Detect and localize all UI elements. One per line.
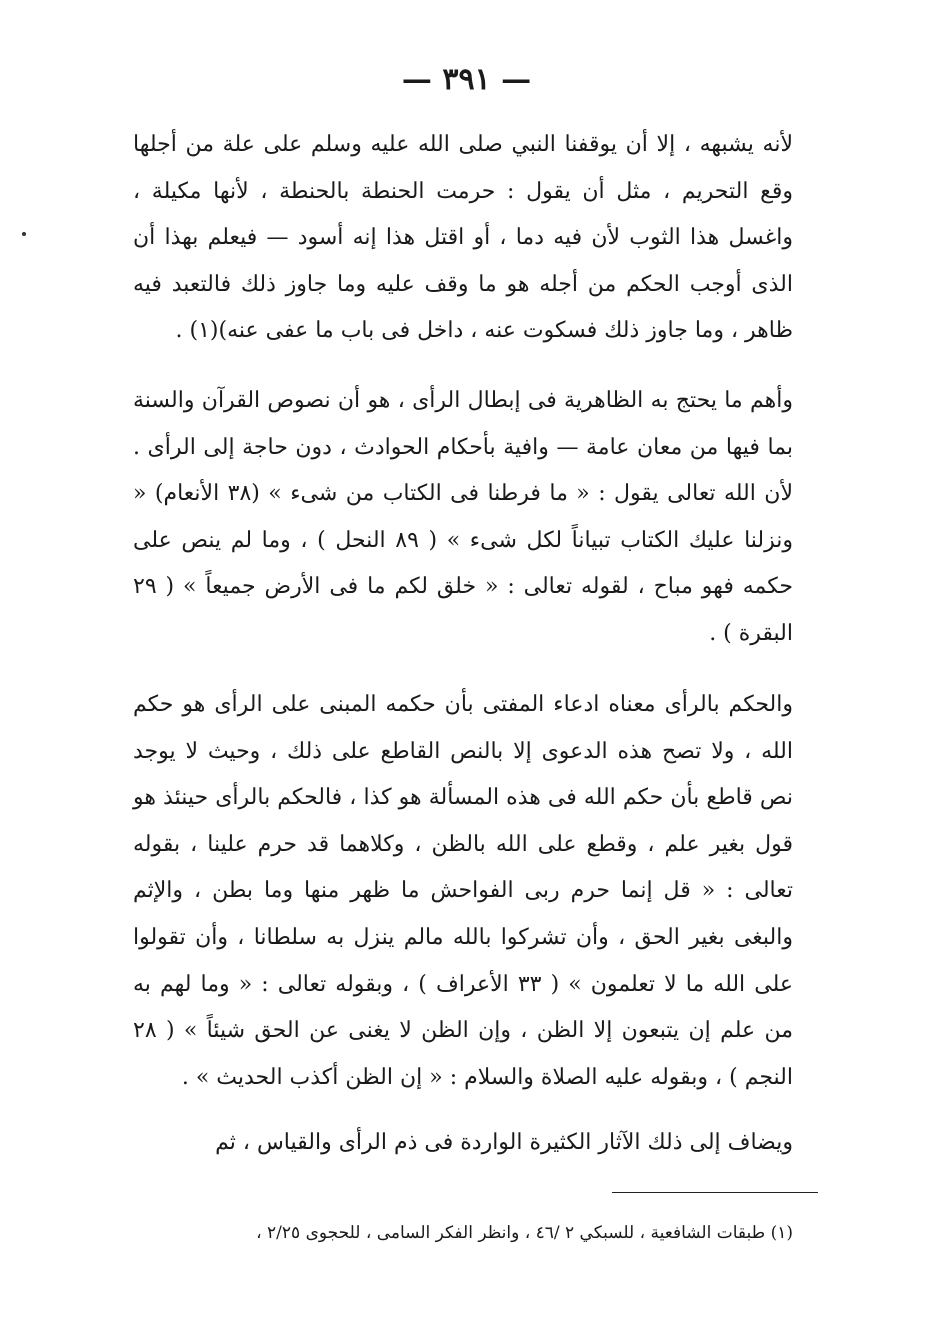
footnote: (١) طبقات الشافعية ، للسبكي ٢ /٤٦ ، وانظر الفكر السامى ، للحجوى ٢/٢٥ ، (256, 1223, 793, 1243)
paragraph-1: لأنه يشبهه ، إلا أن يوقفنا النبي صلى الله عليه وسلم على علة من أجلها وقع التحريم ، مثل أن يقول : حرمت الحنطة بالحنطة ، لأنها مكيلة ، واغسل هذا الثوب لأن فيه دما ، أو اقتل هذا إنه أسود — فيعلم بهذا أن الذى أوجب الحكم من أجله هو ما وقف عليه وما جاوز ذلك فالتعبد فيه ظاهر ، وما جاوز ذلك فسكوت عنه ، داخل فى باب ما عفى عنه)(١) . (133, 132, 793, 344)
footnote-separator (612, 1192, 818, 1193)
paragraph-3: والحكم بالرأى معناه ادعاء المفتى بأن حكمه المبنى على الرأى هو حكم الله ، ولا تصح هذه الدعوى إلا بالنص القاطع على ذلك ، وحيث لا يوجد نص قاطع بأن حكم الله فى هذه المسألة هو كذا ، فالحكم بالرأى حينئذ هو قول بغير علم ، وقطع على الله بالظن ، وكلاهما قد حرم علينا ، بقوله تعالى : « قل إنما حرم ربى الفواحش ما ظهر منها وما بطن ، والإثم والبغى بغير الحق ، وأن تشركوا بالله مالم ينزل به سلطانا ، وأن تقولوا على الله ما لا تعلمون » ( ٣٣ الأعراف ) ، وبقوله تعالى : « وما لهم به من علم إن يتبعون إلا الظن ، وإن الظن لا يغنى عن الحق شيئاً » ( ٢٨ النجم ) ، وبقوله عليه الصلاة والسلام : « إن الظن أكذب الحديث » . (133, 692, 793, 1090)
paragraph-2: وأهم ما يحتج به الظاهرية فى إبطال الرأى ، هو أن نصوص القرآن والسنة بما فيها من معان عامة — وافية بأحكام الحوادث ، دون حاجة إلى الرأى . لأن الله تعالى يقول : « ما فرطنا فى الكتاب من شىء » (٣٨ الأنعام) « ونزلنا عليك الكتاب تبياناً لكل شىء » ( ٨٩ النحل ) ، وما لم ينص على حكمه فهو مباح ، لقوله تعالى : « خلق لكم ما فى الأرض جميعاً » ( ٢٩ البقرة ) . (133, 388, 794, 646)
margin-dot (22, 232, 26, 236)
paragraph-4: ويضاف إلى ذلك الآثار الكثيرة الواردة فى ذم الرأى والقياس ، ثم (215, 1130, 793, 1155)
page-number: — ٣٩١ — (401, 62, 532, 97)
